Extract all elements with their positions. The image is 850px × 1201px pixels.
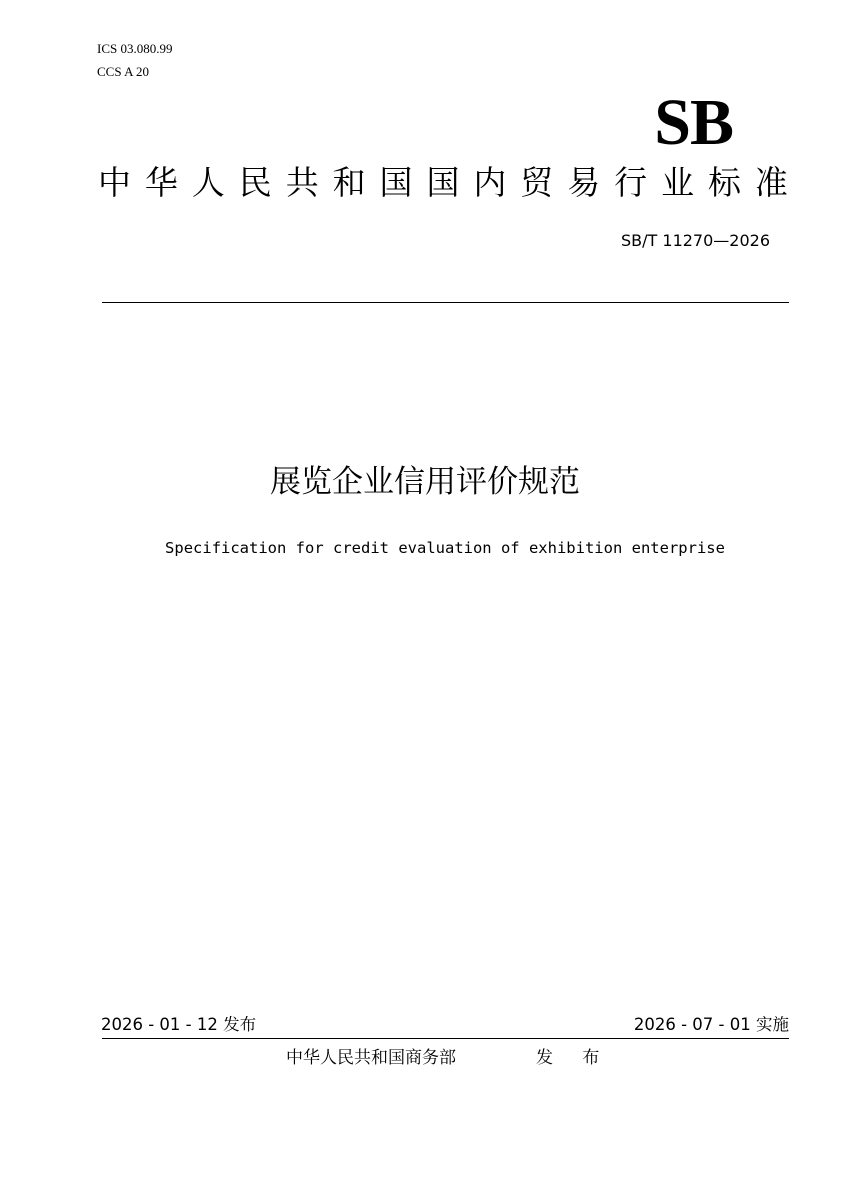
sb-logo: SB <box>654 86 733 159</box>
title-char: 贸 <box>520 163 554 202</box>
title-char: 业 <box>661 163 695 202</box>
implementation-date: 2026 - 07 - 01 实施 <box>633 1015 789 1034</box>
title-char: 标 <box>707 163 741 202</box>
issue-date: 2026 - 01 - 12 发布 <box>101 1015 257 1034</box>
title-char: 国 <box>426 163 460 202</box>
standard-category-title <box>98 163 788 203</box>
title-char: 和 <box>332 163 366 202</box>
title-char: 准 <box>754 163 788 202</box>
title-char: 易 <box>567 163 601 202</box>
bottom-divider <box>102 1038 789 1039</box>
title-char: 中 <box>98 163 131 202</box>
document-title-chinese: 展览企业信用评价规范 <box>270 464 580 500</box>
title-char: 行 <box>614 163 648 202</box>
title-char: 民 <box>238 163 272 202</box>
document-title-english: Specification for credit evaluation of exhibition enterprise <box>165 539 725 557</box>
title-char: 人 <box>191 163 225 202</box>
standard-number: SB/T 11270—2026 <box>621 231 770 250</box>
title-char: 内 <box>473 163 507 202</box>
issuing-authority: 中华人民共和国商务部 <box>286 1048 456 1068</box>
ics-code: ICS 03.080.99 <box>97 41 173 56</box>
title-char: 共 <box>285 163 319 202</box>
top-divider <box>102 302 789 303</box>
ccs-code: CCS A 20 <box>97 64 150 79</box>
title-char: 华 <box>144 163 178 202</box>
issue-label: 发 布 <box>536 1048 612 1068</box>
title-char: 国 <box>379 163 413 202</box>
